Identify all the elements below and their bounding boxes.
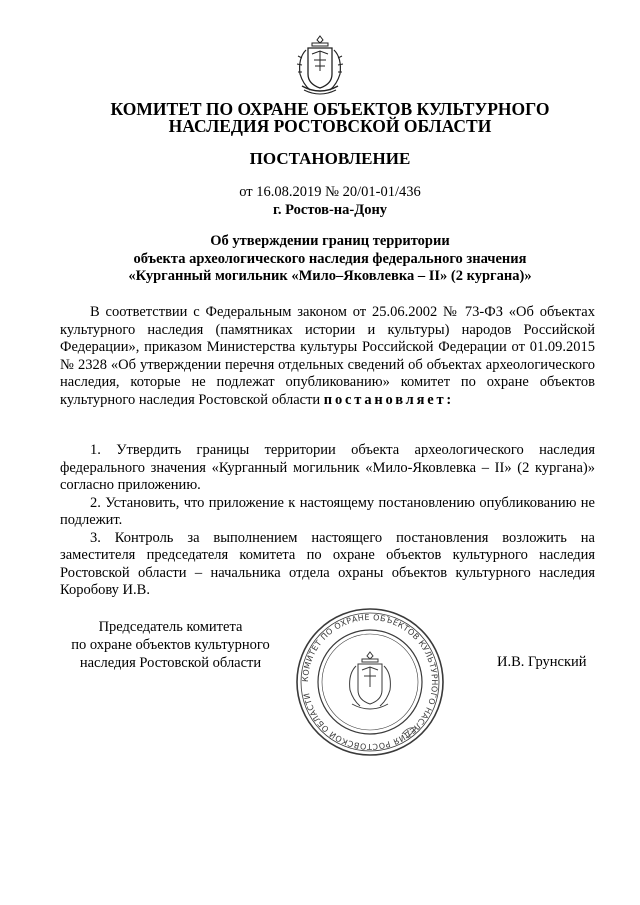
subject-line-1: Об утверждении границ территории <box>210 233 450 249</box>
preamble-keyword: постановляет: <box>323 391 455 408</box>
resolution-item: 3. Контроль за выполнением настоящего постановления возложить на заместителя председателя комитета по охране объектов культурного наследия Ростовской области – начальника отдела охраны объектов культурного наследия Коробову И.В. <box>60 529 595 598</box>
subject-line-2: объекта археологического наследия федерального значения <box>133 250 527 267</box>
org-line-2: НАСЛЕДИЯ РОСТОВСКОЙ ОБЛАСТИ <box>168 116 492 136</box>
coat-of-arms-icon <box>290 34 350 96</box>
signatory-position <box>58 618 283 672</box>
preamble-text: В соответствии с Федеральным законом от 25.06.2002 № 73-ФЗ «Об объектах культурного наследия (памятниках истории и культуры) народов Российской Федерации», приказом Министерства культуры Российской Федерации от 01.09.2015 № 2328 «Об утверждении перечня отдельных сведений об объектах археологического наследия, которые не подлежат опубликованию» комитет по охране объектов культурного наследия Ростовской области <box>60 304 595 408</box>
document-subject <box>60 233 600 286</box>
resolution-items <box>60 442 595 600</box>
position-line-3: наследия Ростовской области <box>79 655 262 671</box>
seal-text: КОМИТЕТ ПО ОХРАНЕ ОБЪЕКТОВ КУЛЬТУРНОГО НАСЛЕДИЯ РОСТОВСКОЙ ОБЛАСТИ <box>300 612 440 752</box>
organization-name <box>60 101 600 135</box>
official-seal-icon <box>294 606 446 758</box>
signatory-name: И.В. Грунский <box>497 654 587 670</box>
position-line-1: Председатель комитета <box>98 619 243 635</box>
document-date-number: от 16.08.2019 № 20/01-01/436 <box>239 184 421 200</box>
resolution-item: 2. Установить, что приложение к настоящему постановлению опубликованию не подлежит. <box>60 494 595 528</box>
position-line-2: по охране объектов культурного <box>71 637 270 653</box>
preamble-paragraph <box>60 304 595 409</box>
subject-line-3: «Курганный могильник «Мило–Яковлевка – II» (2 кургана)» <box>128 268 532 284</box>
document-city: г. Ростов-на-Дону <box>272 202 388 218</box>
org-line-1: КОМИТЕТ ПО ОХРАНЕ ОБЪЕКТОВ КУЛЬТУРНОГО <box>110 99 550 119</box>
document-type: ПОСТАНОВЛЕНИЕ <box>249 149 411 168</box>
resolution-item: 1. Утвердить границы территории объекта археологического наследия федерального значения «Курганный могильник «Мило-Яковлевка – II» (2 кургана)» согласно приложению. <box>60 442 595 493</box>
